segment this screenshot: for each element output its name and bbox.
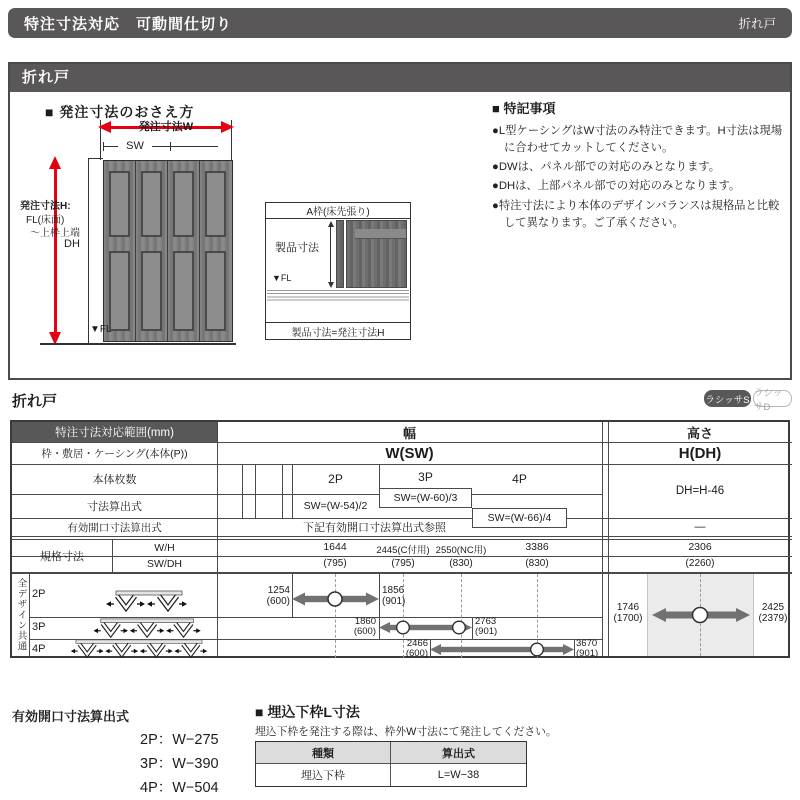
arrow-up-head-icon (49, 156, 61, 169)
height-swdh-value: (2260) (685, 558, 715, 569)
badge-lasissa-s[interactable]: ラシッサS (704, 390, 751, 407)
floor-hatch (267, 290, 409, 301)
opening-formula-4p: 4P：W−504 (140, 780, 219, 796)
folding-door-4p-icon (64, 639, 214, 658)
order-height-to: ～上枠上端 (30, 228, 80, 239)
door-panel (136, 161, 168, 341)
grid-line (242, 464, 243, 518)
product-dimension-caption: 製品寸法=発注寸法H (266, 322, 410, 339)
door-panel-molding (141, 171, 162, 237)
wh-sublabel: W/H (154, 541, 175, 554)
grid-line (29, 574, 30, 656)
sill-col-formula: 算出式 (391, 742, 526, 764)
order-height-label: 発注寸法H: (20, 201, 71, 212)
panel-count-2p: 2P (328, 472, 343, 486)
page-title: 特注寸法対応 可動間仕切り (24, 15, 233, 33)
sill-table-data-row (256, 764, 526, 786)
range-4p-max: 3670 (901) (576, 638, 599, 660)
panel-count-3p: 3P (418, 470, 433, 484)
swdh-value: (830) (525, 558, 549, 569)
range-4p-min: 2466 (600) (405, 638, 428, 660)
panel-count-label: 本体枚数 (92, 474, 137, 486)
folding-door-elevation (103, 160, 233, 342)
width-symbol-cell: W(SW) (385, 444, 434, 462)
opening-row-label: 有効開口寸法算出式 (67, 521, 162, 534)
swdh-value: (795) (391, 558, 415, 569)
range-arrow-3p (379, 619, 472, 636)
grid-line (472, 617, 473, 639)
door-panel-molding (205, 171, 226, 237)
dim-tick (170, 142, 171, 151)
opening-formula-3p: 3P：W−390 (140, 756, 219, 772)
sill-note: 埋込下枠を発注する際は、枠外W寸法にて発注してください。 (255, 726, 557, 738)
page-header-category-label: 折れ戸 (738, 17, 776, 31)
order-dimension-heading: ■ 発注寸法のおさえ方 (45, 104, 195, 120)
grid-line (12, 536, 792, 537)
sill-formula-value: L=W−38 (437, 769, 480, 781)
height-formula-cell: DH=H-46 (675, 485, 725, 497)
note-item: ●DWは、パネル部での対応のみとなります。 (492, 161, 721, 174)
swdh-sublabel: SW/DH (147, 558, 182, 570)
fl-marker: ▼FL (272, 273, 292, 283)
door-panel (200, 161, 232, 341)
door-panel-molding (109, 251, 130, 331)
height-symbol-cell: H(DH) (678, 444, 722, 462)
dh-label: DH (64, 238, 80, 250)
note-item: ●特注寸法により本体のデザインバランスは規格品と比較して異なります。ご了承ください。 (492, 199, 780, 229)
ordering-guide-panel (8, 62, 792, 380)
product-dim-arrow (330, 224, 331, 286)
dim-tick (103, 142, 104, 151)
folding-door-3p-icon (86, 618, 210, 638)
sill-table (255, 741, 527, 787)
range-arrow-height (652, 604, 750, 626)
grid-line (255, 464, 256, 518)
diagram-4p-label: 4P (32, 643, 46, 655)
frame-head-detail (355, 229, 406, 239)
height-wh-value: 2306 (688, 541, 712, 553)
door-panel-molding (141, 251, 162, 331)
opening-row-width: 下記有効開口寸法算出式参照 (303, 522, 446, 534)
small-arrow-down-icon (328, 282, 334, 288)
opening-row-height: — (694, 521, 706, 533)
range-arrow-2p (292, 589, 379, 609)
notes-heading: ■ 特記事項 (492, 101, 556, 116)
sill-type-value: 埋込下枠 (256, 764, 391, 786)
arrow-right-head-icon (221, 121, 234, 133)
sill-heading: ■ 埋込下枠L寸法 (255, 704, 360, 720)
section-title: 折れ戸 (12, 393, 58, 410)
door-panel (168, 161, 200, 341)
door-panel-molding (173, 251, 194, 331)
range-header-cell: 特注寸法対応範囲(mm) (12, 422, 217, 442)
standard-size-label: 規格寸法 (40, 550, 84, 563)
wh-value: 2445(C付用) (376, 545, 430, 556)
frame-type-label: A枠(床先張り) (266, 203, 410, 219)
frame-row-label: 枠・敷居・ケーシング(本体(P)) (41, 447, 188, 460)
grid-line (574, 639, 575, 658)
swdh-value: (795) (323, 558, 347, 569)
order-width-label: 発注寸法W (138, 121, 194, 133)
sill-table-header-row (256, 742, 526, 764)
swdh-value: (830) (449, 558, 473, 569)
diagram-2p-label: 2P (32, 588, 46, 600)
door-panel (104, 161, 136, 341)
frame-jamb (336, 220, 344, 288)
spec-table (10, 420, 790, 658)
width-header-cell: 幅 (402, 425, 416, 441)
formula-4p: SW=(W-66)/4 (472, 508, 567, 528)
range-height-max: 2425 (2379) (758, 602, 788, 624)
wh-value: 2550(NC用) (435, 545, 487, 556)
height-header-cell: 高さ (686, 425, 713, 441)
product-dimension-label: 製品寸法 (275, 242, 319, 254)
order-height-from: FL(床面) (26, 214, 65, 226)
order-height-label-block (20, 200, 80, 241)
page-header-bar (8, 8, 792, 38)
panel-count-4p: 4P (512, 472, 527, 486)
frame-section-diagram (265, 202, 411, 340)
range-arrow-4p (430, 641, 574, 658)
folding-door-2p-icon (104, 590, 196, 612)
sill-col-type: 種類 (256, 742, 391, 764)
wh-value: 1644 (323, 541, 347, 553)
note-item: ●DHは、上部パネル部での対応のみとなります。 (492, 180, 741, 193)
door-panel-molding (109, 171, 130, 237)
range-height-min: 1746 (1700) (613, 602, 643, 624)
dim-tick (88, 158, 103, 159)
formula-2p: SW=(W-54)/2 (303, 500, 368, 512)
door-panel-molding (205, 251, 226, 331)
wood-frame-detail (346, 220, 407, 288)
order-height-arrow (54, 166, 57, 334)
range-2p-min: 1254 (600) (266, 585, 290, 607)
panel-title-strip: 折れ戸 (10, 64, 790, 92)
special-notes (492, 98, 786, 234)
formula-3p: SW=(W-60)/3 (379, 488, 472, 508)
h-dim-line (88, 158, 89, 343)
grid-line (282, 464, 283, 518)
note-item: ●L型ケーシングはW寸法のみ特注できます。H寸法は現場に合わせてカットしてください。 (492, 125, 783, 155)
badge-lasissa-d[interactable]: ラシッサD (753, 390, 792, 407)
range-3p-min: 1860 (600) (353, 616, 376, 638)
wh-value: 3386 (525, 541, 549, 553)
formula-row-label: 寸法算出式 (87, 501, 142, 513)
opening-formula-2p: 2P：W−275 (140, 732, 219, 748)
range-3p-max: 2763 (901) (475, 616, 498, 638)
ref-line (335, 574, 336, 658)
floor-line (40, 343, 236, 345)
grid-line (602, 422, 603, 656)
sw-label: SW (118, 139, 152, 153)
range-2p-max: 1856 (901) (382, 585, 406, 607)
diagram-3p-label: 3P (32, 621, 46, 633)
fl-marker: ▼FL (90, 324, 112, 335)
door-panel-molding (173, 171, 194, 237)
all-designs-label: 全デザイン共通 (15, 578, 27, 652)
grid-line (379, 574, 380, 617)
opening-formula-heading: 有効開口寸法算出式 (12, 709, 130, 724)
small-arrow-up-icon (328, 221, 334, 227)
